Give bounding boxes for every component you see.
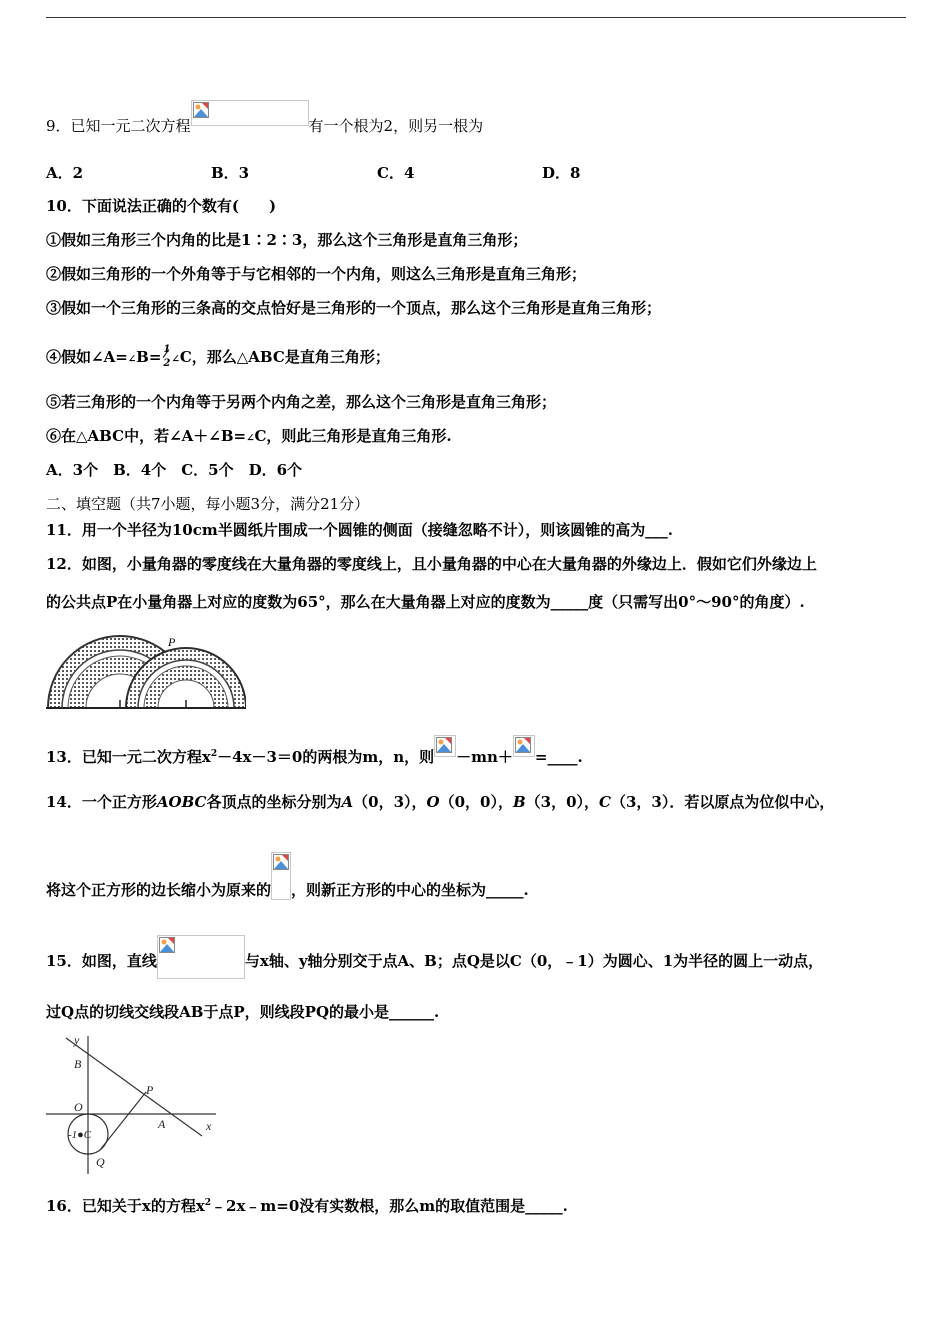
equation-image-placeholder bbox=[157, 935, 245, 979]
equation-image-placeholder bbox=[191, 100, 309, 126]
o-label: O bbox=[74, 1100, 83, 1114]
fraction-image-placeholder bbox=[513, 735, 535, 757]
fraction-image-placeholder bbox=[271, 852, 291, 900]
question-14-line-1: 14．一个正方形AOBC各顶点的坐标分别为A（0，3），O（0，0），B（3，0），C（3，3）．若以原点为位似中心， bbox=[46, 793, 835, 811]
question-15-line-2: 过Q点的切线交线段AB于点P，则线段PQ的最小是______. bbox=[46, 1003, 440, 1021]
question-10-stem: 10．下面说法正确的个数有( ) bbox=[46, 197, 277, 215]
coordinate-figure bbox=[44, 1034, 224, 1174]
b-label: B bbox=[74, 1057, 82, 1071]
p-label: P bbox=[146, 1083, 154, 1097]
q10-statement-5: ⑤若三角形的一个内角等于另两个内角之差，那么这个三角形是直角三角形； bbox=[46, 393, 557, 411]
question-13: 13．已知一元二次方程$x^2-4x-3=0$的两根为m，n，则 －mn＋ =____. bbox=[46, 735, 583, 765]
question-14-line-2: 将这个正方形的边长缩小为原来的 ，则新正方形的中心的坐标为_____. bbox=[46, 852, 529, 902]
fraction-image-placeholder bbox=[434, 735, 456, 757]
q10-statement-3: ③假如一个三角形的三条高的交点恰好是三角形的一个顶点，那么这个三角形是直角三角形； bbox=[46, 299, 662, 317]
c-label: -1●C bbox=[68, 1129, 92, 1141]
q10-options[interactable]: A．3个 B．4个 C．5个 D．6个 bbox=[46, 461, 303, 479]
q10-statement-6: ⑥在△ABC中，若∠A＋∠B=∠C，则此三角形是直角三角形. bbox=[46, 427, 452, 445]
a-label: A bbox=[158, 1117, 166, 1131]
q-label: Q bbox=[96, 1155, 105, 1169]
broken-image-icon bbox=[273, 854, 289, 870]
question-15-line-1: 15．如图，直线 与x轴、y轴分别交于点A、B；点Q是以C（0，﹣1）为圆心、1为半径的圆上一动点， bbox=[46, 935, 823, 981]
question-11: 11．用一个半径为10cm半圆纸片围成一个圆锥的侧面（接缝忽略不计），则该圆锥的高为___. bbox=[46, 521, 673, 539]
q9-option-d[interactable]: D．8 bbox=[542, 164, 581, 182]
header-rule bbox=[46, 17, 906, 18]
line-ab bbox=[66, 1038, 202, 1136]
q10-statement-4: ④假如∠A=∠B= 1 2 ∠C，那么△ABC是直角三角形； bbox=[46, 344, 390, 369]
broken-image-icon bbox=[515, 737, 531, 753]
broken-image-icon bbox=[436, 737, 452, 753]
q9-option-c[interactable]: C．4 bbox=[377, 164, 415, 182]
q9-option-b[interactable]: B．3 bbox=[211, 164, 250, 182]
question-12-line-2: 的公共点P在小量角器上对应的度数为65°，那么在大量角器上对应的度数为_____度（只需写出0°～90°的角度）. bbox=[46, 593, 805, 611]
q9-option-a[interactable]: A．2 bbox=[46, 164, 84, 182]
broken-image-icon bbox=[193, 102, 209, 118]
fraction-one-half: 1 2 bbox=[163, 344, 171, 369]
x-label: x bbox=[206, 1119, 212, 1133]
question-12-line-1: 12．如图，小量角器的零度线在大量角器的零度线上，且小量角器的中心在大量角器的外缘边上．假如它们外缘边上 bbox=[46, 555, 817, 573]
question-9: 9．已知一元二次方程 有一个根为2，则另一根为 bbox=[46, 100, 483, 126]
protractors-figure bbox=[46, 630, 246, 710]
broken-image-icon bbox=[159, 937, 175, 953]
tangent-pq bbox=[100, 1092, 146, 1150]
y-label: y bbox=[74, 1034, 80, 1047]
section-2-heading: 二、填空题（共7小题，每小题3分，满分21分） bbox=[46, 495, 370, 513]
q10-statement-2: ②假如三角形的一个外角等于与它相邻的一个内角，则这么三角形是直角三角形； bbox=[46, 265, 587, 283]
point-p-label: P bbox=[168, 635, 176, 649]
question-16: 16．已知关于x的方程$x^2﹣2x﹣m=0$没有实数根，那么m的取值范围是_____. bbox=[46, 1197, 568, 1215]
q10-statement-1: ①假如三角形三个内角的比是1∶2∶3，那么这个三角形是直角三角形； bbox=[46, 231, 528, 249]
